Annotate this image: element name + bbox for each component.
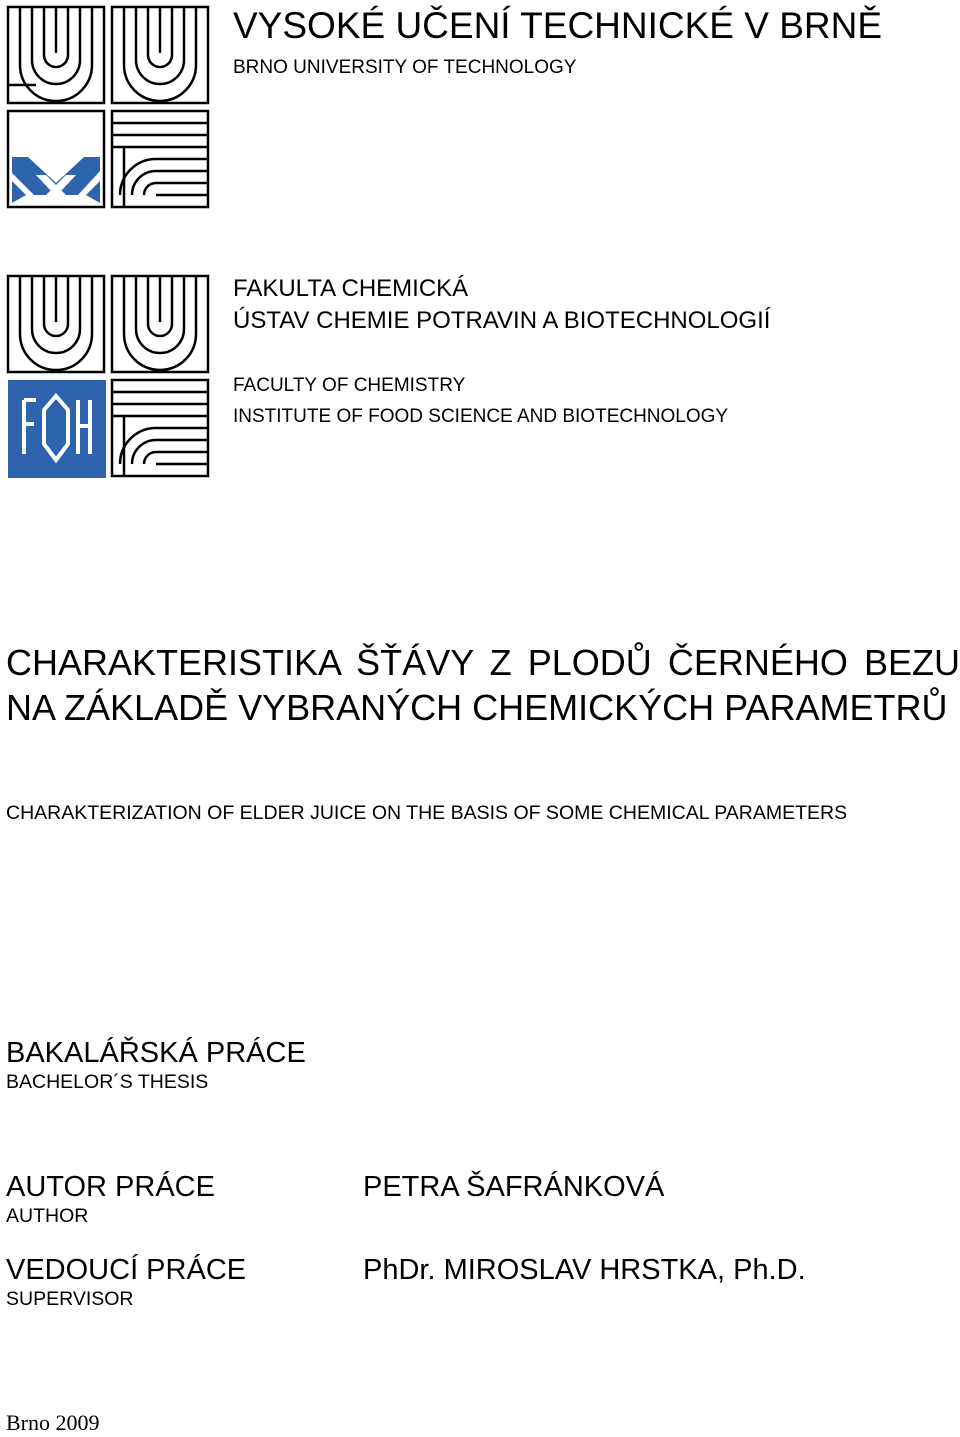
- institute-name-en: INSTITUTE OF FOOD SCIENCE AND BIOTECHNOLOGY: [233, 406, 729, 427]
- institute-name-cz: ÚSTAV CHEMIE POTRAVIN A BIOTECHNOLOGIÍ: [233, 307, 771, 334]
- university-name-en: BRNO UNIVERSITY OF TECHNOLOGY: [233, 57, 577, 78]
- author-label-cz: AUTOR PRÁCE: [6, 1171, 215, 1203]
- supervisor-label-cz: VEDOUCÍ PRÁCE: [6, 1254, 247, 1286]
- thesis-title-en: CHARAKTERIZATION OF ELDER JUICE ON THE BASIS OF SOME CHEMICAL PARAMETERS: [6, 802, 848, 824]
- thesis-type-en: BACHELOR´S THESIS: [6, 1071, 209, 1093]
- place-year: Brno 2009: [6, 1410, 100, 1435]
- author-name: PETRA ŠAFRÁNKOVÁ: [363, 1171, 665, 1203]
- faculty-name-en: FACULTY OF CHEMISTRY: [233, 375, 466, 396]
- supervisor-name: PhDr. MIROSLAV HRSTKA, Ph.D.: [363, 1254, 806, 1286]
- thesis-title-cz: CHARAKTERISTIKA ŠŤÁVY Z PLODŮ ČERNÉHO BEZU NA ZÁKLADĚ VYBRANÝCH CHEMICKÝCH PARAMETRŮ: [6, 642, 960, 728]
- university-name-cz: VYSOKÉ UČENÍ TECHNICKÉ V BRNĚ: [233, 5, 883, 46]
- supervisor-label-en: SUPERVISOR: [6, 1288, 134, 1310]
- faculty-logo: [6, 274, 212, 480]
- university-logo: [6, 5, 212, 211]
- author-label-en: AUTHOR: [6, 1205, 89, 1227]
- thesis-type-cz: BAKALÁŘSKÁ PRÁCE: [6, 1037, 306, 1069]
- faculty-name-cz: FAKULTA CHEMICKÁ: [233, 275, 469, 302]
